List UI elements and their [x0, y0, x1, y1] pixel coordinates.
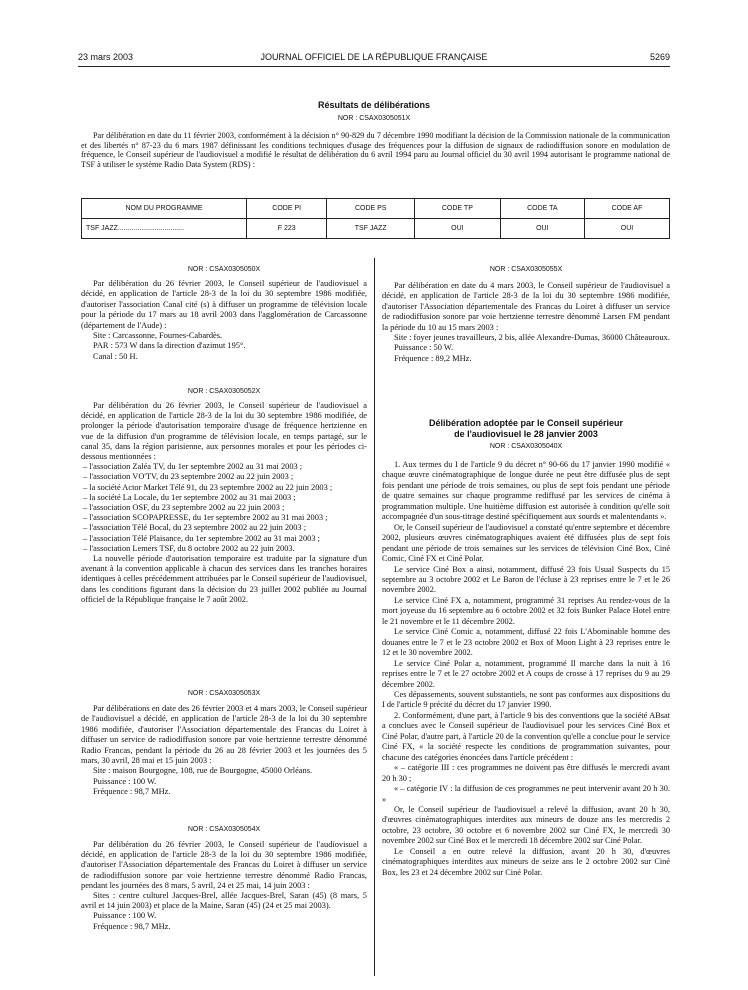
nor-label: NOR : CSAX0305050X — [187, 266, 261, 273]
section-title: Résultats de délibérations — [317, 100, 431, 110]
section-nor: NOR : CSAX0305051X — [337, 115, 411, 122]
nor-label: NOR : CSAX0305054X — [187, 826, 261, 833]
table-header: CODE PI — [247, 199, 327, 219]
deliberation-block: Par délibération en date du 4 mars 2003, le Conseil supérieur de l'audiovisuel a décidé, en application de l'article 28-3 de la loi du 30 septembre 1986 modifiée, d'autoriser l'Association départementale des Francas du Loiret à diffuser un service de radiodiffusion sonore par voie hertzienne terrestre dénommé Larsen FM pendant la période du 10 au 15 mars 2003 : Site : foyer jeunes travailleurs, 2 bis, allée Alexandre-Dumas, 36000 Châteauroux. Puissance : 50 W. Fréquence : 89,2 MHz. — [382, 281, 670, 363]
table-row — [82, 219, 670, 239]
list-item: – l'association SCOPAPRESSE, du 1er septembre 2002 au 31 mai 2003 ; — [83, 513, 328, 523]
table-header: CODE AF — [585, 199, 670, 219]
header-journal-title: JOURNAL OFFICIEL DE LA RÉPUBLIQUE FRANÇAISE — [260, 52, 488, 62]
list-item: – la société La Locale, du 1er septembre 2002 au 31 mai 2003 ; — [83, 492, 296, 502]
header-rule — [78, 66, 670, 67]
nor-label: NOR : CSAX0305052X — [187, 388, 261, 395]
list-item: – l'association OSF, du 23 septembre 2002 au 22 juin 2003 ; — [83, 503, 285, 513]
rds-table — [81, 198, 670, 239]
deliberation-block: Par délibération du 26 février 2003, le Conseil supérieur de l'audiovisuel a décidé, en application de l'article 28-3 de la loi du 30 septembre 1986 modifiée, d'autoriser l'Association départementale des Francas du Loiret à diffuser un service de radiodiffusion sonore par voie hertzienne terrestre dénommé Radio Francas, pendant les journées des 8 mars, 5 avril, 24 et 25 mai, 14 juin 2003 : Sites : centre culturel Jacques-Brel, allée Jacques-Brel, Saran (45) (8 mars, 5 avril et 14 juin 2003) et place de la Maine, Saran (45) (24 et 25 mai 2003). Puissance : 100 W. Fréquence : 98,7 MHz. — [81, 840, 367, 931]
deliberation-block: Par délibération du 26 février 2003, le Conseil supérieur de l'audiovisuel a décidé, en application de l'article 28-3 de la loi du 30 septembre 1986 modifiée, de prolonger la période d'autorisation temporaire d'usage de fréquence hertzienne en vue de la diffusion d'un programme de télévision locale, en temps partagé, sur le canal 35, dans la région parisienne, aux personnes morales et pour les périodes ci-dessous mentionnées : – l'association Zaléa TV, du 1er septembre 2002 au 31 mai 2003 ; – l'association VO'TV, du 23 septembre 2002 au 22 juin 2003 ; – la société Actor Market Télé 91, du 23 septembre 2002 au 22 juin 2003 ; – la société La Locale, du 1er septembre 2002 au 31 mai 2003 ; – l'association OSF, du 23 septembre 2002 au 22 juin 2003 ; – l'association SCOPAPRESSE, du 1er septembre 2002 au 31 mai 2003 ; – l'association Télé Bocal, du 23 septembre 2002 au 22 juin 2003 ; – l'association Télé Plaisance, du 1er septembre 2002 au 31 mai 2003 ; – l'association Lemers TSF, du 8 octobre 2002 au 22 juin 2003. La nouvelle période d'autorisation temporaire est traduite par la signature d'un avenant à la convention applicable à chacun des services dans les tranches horaires identiques à celles précédemment attribuées par le Conseil supérieur de l'audiovisuel, dans les conditions figurant dans la décision du 23 juillet 2002 publiée au Journal officiel de la République française le 7 août 2002. — [81, 401, 367, 604]
table-cell: OUI — [500, 219, 584, 239]
nor-label: NOR : CSAX0305055X — [489, 266, 563, 273]
table-header: CODE TP — [415, 199, 501, 219]
authorization-list — [81, 462, 367, 554]
table-header: CODE TA — [500, 199, 584, 219]
list-item: – l'association Télé Plaisance, du 1er septembre 2002 au 31 mai 2003 ; — [83, 533, 320, 543]
nor-label: NOR : CSAX0305053X — [187, 690, 261, 697]
deliberation-title-line2: de l'audiovisuel le 28 janvier 2003 — [454, 429, 598, 439]
nor-label: NOR : CSAX0305040X — [489, 443, 563, 450]
list-item: – la société Actor Market Télé 91, du 23 septembre 2002 au 22 juin 2003 ; — [83, 482, 333, 492]
intro-paragraph: Par délibération en date du 11 février 2003, conformément à la décision n° 90-829 du 7 décembre 1990 modifiant la décision de la Commission nationale de la communication et des libertés n° 87-23 du 6 mars 1987 définissant les conditions techniques d'usage des fréquences pour la diffusion de signaux de radiodiffusion sonore en modulation de fréquence, le Conseil supérieur de l'audiovisuel a modifié le résultat de délibération du 6 avril 1994 paru au Journal officiel du 30 avril 1994 autorisant le programme national de TSF à utiliser le système Radio Data System (RDS) : — [81, 131, 670, 169]
list-item: – l'association VO'TV, du 23 septembre 2002 au 22 juin 2003 ; — [83, 472, 294, 482]
table-header: NOM DU PROGRAMME — [82, 199, 247, 219]
list-item: – l'association Lemers TSF, du 8 octobre 2002 au 22 juin 2003. — [83, 543, 295, 553]
table-cell: TSF JAZZ — [327, 219, 415, 239]
table-header-row — [82, 199, 670, 219]
list-item: – l'association Télé Bocal, du 23 septembre 2002 au 22 juin 2003 ; — [83, 523, 307, 533]
column-divider — [374, 258, 375, 976]
deliberation-body: 1. Aux termes du I de l'article 9 du décret n° 90-66 du 17 janvier 1990 modifié « chaque œuvre cinématographique de longue durée ne peut être diffusée plus de sept fois pendant une période de trois semaines, ou plus de sept fois pendant une période de quatre semaines sur chaque programme rediffusé par les services de cinéma à programmation multiple. Une huitième diffusion est autorisée à condition qu'elle soit accompagnée d'un sous-titrage destiné spécifiquement aux sourds et malentendants ». Or, le Conseil supérieur de l'audiovisuel a constaté qu'entre septembre et décembre 2002, plusieurs œuvres cinématographiques avaient été diffusées plus de sept fois pendant une période de trois semaines sur les services de télévision Ciné Box, Ciné Comic, Ciné FX et Ciné Polar. Le service Ciné Box a ainsi, notamment, diffusé 23 fois Usual Suspects du 15 septembre au 3 octobre 2002 et Le Baron de l'écluse à 23 reprises entre le 7 et le 26 novembre 2002. Le service Ciné FX a, notamment, programmé 31 reprises Au rendez-vous de la mort joyeuse du 16 septembre au 6 octobre 2002 et 32 fois Bunker Palace Hotel entre le 21 novembre et le 11 décembre 2002. Le service Ciné Comic a, notamment, diffusé 22 fois L'Abominable homme des douanes entre le 7 et le 23 octobre 2002 et Box of Moon Light à 23 reprises entre le 12 et le 30 novembre 2002. Le service Ciné Polar a, notamment, programmé Il marche dans la nuit à 16 reprises entre le 7 et le 27 octobre 2002 et A coups de crosse à 17 reprises du 9 au 29 décembre 2002. Ces dépassements, souvent substantiels, ne sont pas conformes aux dispositions du I de l'article 9 précité du décret du 17 janvier 1990. 2. Conformément, d'une part, à l'article 9 bis des conventions que la société ABsat a conclues avec le Conseil supérieur de l'audiovisuel pour les services Ciné Box et Ciné Polar, d'autre part, à l'article 20 de la convention qu'elle a conclue pour le service Ciné FX, « la société respecte les conditions de programmation suivantes, pour chacune des catégories énoncées dans l'article précédent : « – catégorie III : ces programmes ne doivent pas être diffusés le mercredi avant 20 h 30 ; « – catégorie IV : la diffusion de ces programmes ne peut intervenir avant 20 h 30. » Or, le Conseil supérieur de l'audiovisuel a relevé la diffusion, avant 20 h 30, d'œuvres cinématographiques interdites aux mineurs de douze ans les mercredis 2 octobre, 23 octobre, 30 octobre et 6 novembre 2002 sur Ciné FX, le mercredi 30 novembre 2002 sur Ciné Box et le mercredi 18 décembre 2002 sur Ciné Polar. Le Conseil a en outre relevé la diffusion, avant 20 h 30, d'œuvres cinématographiques interdites aux mineurs de seize ans le 2 octobre 2002 sur Ciné Box, les 23 et 24 décembre 2002 sur Ciné Polar. — [382, 460, 670, 877]
table-cell: TSF JAZZ.................................. — [82, 219, 247, 239]
deliberation-block: Par délibération du 26 février 2003, le Conseil supérieur de l'audiovisuel a décidé, en application de l'article 28-3 de la loi du 30 septembre 1986 modifiée, d'autoriser l'association Canal cité (s) à diffuser un programme de télévision locale pour la période du 17 mars au 18 avril 2003 dans l'agglomération de Carcassonne (département de l'Aude) : Site : Carcassonne, Fournes-Cabardès. PAR : 573 W dans la direction d'azimut 195°. Canal : 50 H. — [81, 279, 367, 361]
deliberation-title-line1: Délibération adoptée par le Conseil supérieur — [428, 418, 624, 428]
header-date: 23 mars 2003 — [78, 52, 134, 62]
deliberation-block: Par délibérations en date des 26 février 2003 et 4 mars 2003, le Conseil supérieur de l'audiovisuel a décidé, en application de l'article 28-3 de la loi du 30 septembre 1986 modifiée, d'autoriser l'Association départementale des Francas du Loiret à diffuser un service de radiodiffusion sonore par voie hertzienne terrestre dénommé Radio Francas, pendant la période du 26 au 28 février 2003 et les journées des 5 mars, 30 avril, 28 mai et 15 juin 2003 : Site : maison Bourgogne, 108, rue de Bourgogne, 45000 Orléans. Puissance : 100 W. Fréquence : 98,7 MHz. — [81, 704, 367, 797]
list-item: – l'association Zaléa TV, du 1er septembre 2002 au 31 mai 2003 ; — [83, 462, 303, 472]
page-header — [78, 52, 670, 66]
header-page-number: 5269 — [649, 52, 670, 62]
table-header: CODE PS — [327, 199, 415, 219]
table-cell: F 223 — [247, 219, 327, 239]
table-cell: OUI — [585, 219, 670, 239]
table-cell: OUI — [415, 219, 501, 239]
